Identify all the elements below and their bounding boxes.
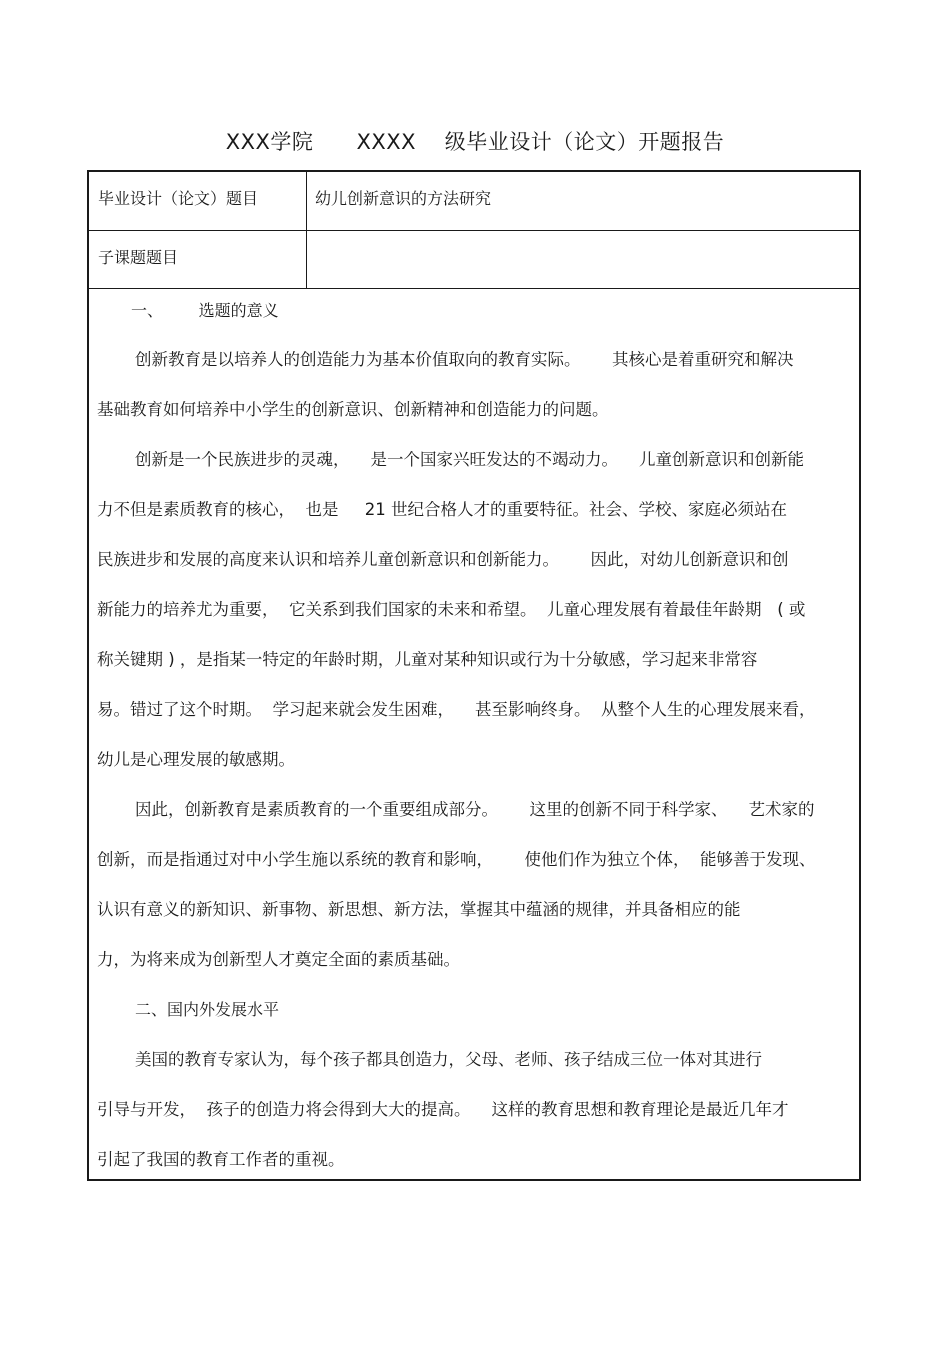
- paragraph-line: 创新教育是以培养人的创造能力为基本价值取向的教育实际。 其核心是着重研究和解决: [135, 350, 794, 369]
- paragraph-line: 民族进步和发展的高度来认识和培养儿童创新意识和创新能力。 因此，对幼儿创新意识和创: [97, 550, 789, 569]
- paragraph-line: 引导与开发， 孩子的创造力将会得到大大的提高。 这样的教育思想和教育理论是最近几年才: [97, 1100, 789, 1119]
- paragraph-line: 创新是一个民族进步的灵魂， 是一个国家兴旺发达的不竭动力。 儿童创新意识和创新能: [135, 450, 804, 469]
- paragraph-line: 美国的教育专家认为，每个孩子都具创造力，父母、老师、孩子结成三位一体对其进行: [135, 1050, 762, 1069]
- subtopic-label: 子课题题目: [98, 248, 179, 267]
- paragraph-line: 认识有意义的新知识、新事物、新思想、新方法，掌握其中蕴涵的规律，并具备相应的能: [97, 900, 741, 919]
- paragraph-line: 易。错过了这个时期。 学习起来就会发生困难， 甚至影响终身。 从整个人生的心理发展来看，: [97, 700, 816, 719]
- paragraph-line: 力，为将来成为创新型人才奠定全面的素质基础。: [97, 950, 460, 969]
- paragraph-line: 因此，创新教育是素质教育的一个重要组成部分。 这里的创新不同于科学家、 艺术家的: [135, 800, 815, 819]
- paragraph-line: 称关键期 ) ，是指某一特定的年龄时期，儿童对某种知识或行为十分敏感，学习起来非常容: [97, 650, 758, 669]
- paragraph-line: 创新，而是指通过对中小学生施以系统的教育和影响， 使他们作为独立个体， 能够善于发现、: [97, 850, 816, 869]
- paragraph-line: 新能力的培养尤为重要， 它关系到我们国家的未来和希望。 儿童心理发展有着最佳年龄期 ( 或: [97, 600, 806, 619]
- topic-label: 毕业设计（论文）题目: [98, 189, 259, 208]
- section-heading-development: 二、国内外发展水平: [135, 1000, 280, 1019]
- page-title: XXX学院 XXXX 级毕业设计（论文）开题报告: [225, 130, 725, 154]
- subtopic-row: [89, 231, 859, 289]
- report-table: [87, 170, 861, 1181]
- paragraph-line: 引起了我国的教育工作者的重视。: [97, 1150, 345, 1169]
- section-heading-significance: 一、 选题的意义: [131, 301, 279, 320]
- paragraph-line: 基础教育如何培养中小学生的创新意识、创新精神和创造能力的问题。: [97, 400, 609, 419]
- paragraph-line: 幼儿是心理发展的敏感期。: [97, 750, 295, 769]
- topic-row: [89, 172, 859, 231]
- paragraph-line: 力不但是素质教育的核心， 也是 21 世纪合格人才的重要特征。社会、学校、家庭必须站在: [97, 500, 787, 519]
- topic-value: 幼儿创新意识的方法研究: [315, 189, 492, 208]
